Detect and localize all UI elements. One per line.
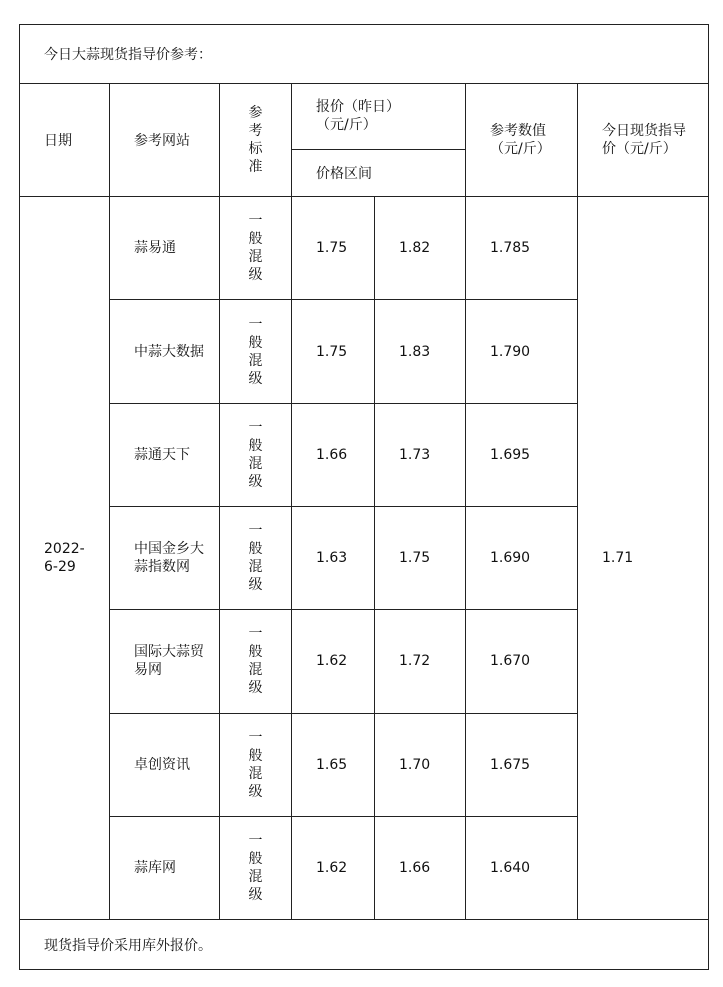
site-name: 中国金乡大蒜指数网 bbox=[134, 541, 204, 576]
header-quote-text: 报价（昨日）（元/斤） bbox=[316, 99, 400, 134]
price-low: 1.66 bbox=[292, 403, 375, 506]
ref-value: 1.670 bbox=[466, 610, 578, 713]
ref-value: 1.695 bbox=[466, 403, 578, 506]
standard-text: 一般混级 bbox=[248, 729, 263, 800]
site-cell bbox=[110, 300, 220, 403]
standard-text: 一般混级 bbox=[248, 316, 263, 387]
site-name: 中蒜大数据 bbox=[134, 343, 204, 360]
site-cell bbox=[110, 816, 220, 919]
ref-value: 1.785 bbox=[466, 197, 578, 300]
price-low: 1.62 bbox=[292, 816, 375, 919]
standard-text: 一般混级 bbox=[248, 419, 263, 490]
standard-cell bbox=[220, 713, 292, 816]
price-low: 1.63 bbox=[292, 507, 375, 610]
site-cell bbox=[110, 197, 220, 300]
standard-cell bbox=[220, 816, 292, 919]
footer-note: 现货指导价采用库外报价。 bbox=[20, 920, 709, 970]
ref-value: 1.640 bbox=[466, 816, 578, 919]
price-high: 1.72 bbox=[375, 610, 466, 713]
table-row bbox=[20, 197, 709, 300]
header-standard bbox=[220, 83, 292, 196]
site-name: 蒜库网 bbox=[134, 860, 176, 877]
today-price: 1.71 bbox=[578, 197, 709, 920]
standard-cell bbox=[220, 300, 292, 403]
header-date: 日期 bbox=[20, 83, 110, 196]
site-cell bbox=[110, 610, 220, 713]
standard-text: 一般混级 bbox=[248, 213, 263, 284]
price-low: 1.65 bbox=[292, 713, 375, 816]
site-name: 国际大蒜贸易网 bbox=[134, 644, 204, 679]
price-high: 1.82 bbox=[375, 197, 466, 300]
price-low: 1.62 bbox=[292, 610, 375, 713]
header-range: 价格区间 bbox=[292, 149, 466, 197]
standard-cell bbox=[220, 507, 292, 610]
standard-text: 一般混级 bbox=[248, 833, 263, 904]
price-high: 1.66 bbox=[375, 816, 466, 919]
standard-cell bbox=[220, 197, 292, 300]
site-name: 蒜易通 bbox=[134, 240, 176, 257]
price-high: 1.70 bbox=[375, 713, 466, 816]
standard-cell bbox=[220, 403, 292, 506]
header-today-price-text: 今日现货指导价（元/斤） bbox=[602, 122, 686, 157]
ref-value: 1.675 bbox=[466, 713, 578, 816]
ref-value: 1.690 bbox=[466, 507, 578, 610]
header-standard-text: 参考标准 bbox=[248, 104, 263, 175]
header-ref-value-text: 参考数值（元/斤） bbox=[490, 122, 551, 157]
header-quote bbox=[292, 83, 466, 149]
header-site: 参考网站 bbox=[110, 83, 220, 196]
site-cell bbox=[110, 507, 220, 610]
price-high: 1.83 bbox=[375, 300, 466, 403]
table-title: 今日大蒜现货指导价参考： bbox=[20, 25, 709, 84]
header-ref-value bbox=[466, 83, 578, 196]
date-text: 2022-6-29 bbox=[44, 541, 85, 576]
standard-text: 一般混级 bbox=[248, 626, 263, 697]
ref-value: 1.790 bbox=[466, 300, 578, 403]
price-high: 1.73 bbox=[375, 403, 466, 506]
date-cell bbox=[20, 197, 110, 920]
standard-text: 一般混级 bbox=[248, 523, 263, 594]
price-high: 1.75 bbox=[375, 507, 466, 610]
standard-cell bbox=[220, 610, 292, 713]
site-cell bbox=[110, 713, 220, 816]
site-name: 卓创资讯 bbox=[134, 756, 190, 773]
price-low: 1.75 bbox=[292, 300, 375, 403]
price-table bbox=[19, 24, 709, 970]
site-cell bbox=[110, 403, 220, 506]
price-low: 1.75 bbox=[292, 197, 375, 300]
header-today-price bbox=[578, 83, 709, 196]
site-name: 蒜通天下 bbox=[134, 446, 190, 463]
